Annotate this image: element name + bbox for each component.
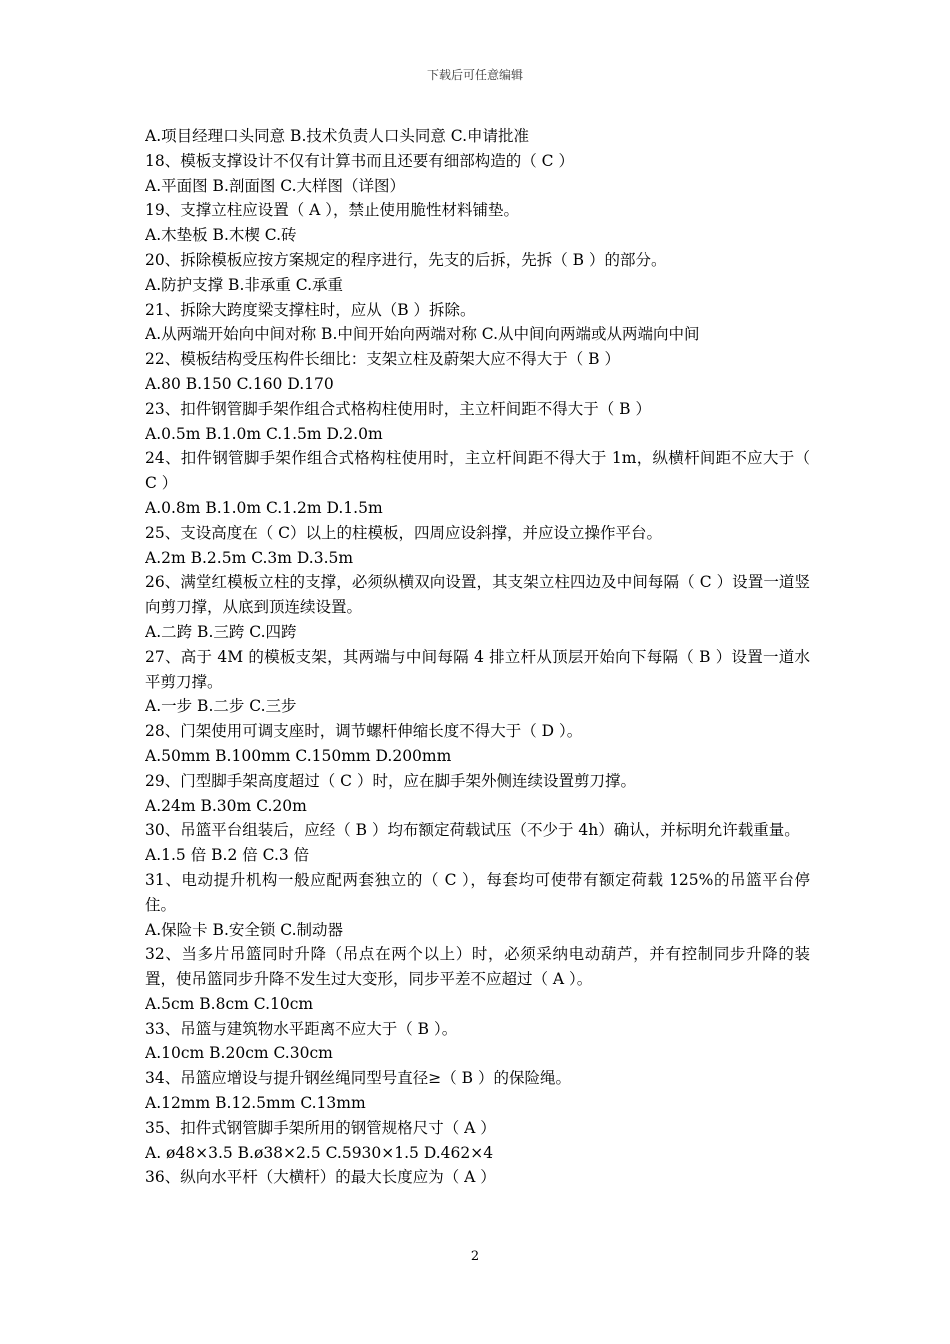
question-23: 23、扣件钢管脚手架作组合式格构柱使用时，主立杆间距不得大于（ B ） [145, 399, 651, 418]
question-18: 18、模板支撑设计不仅有计算书而且还要有细部构造的（ C ） [145, 151, 574, 170]
options-25: A.2m B.2.5m C.3m D.3.5m [145, 548, 354, 567]
page-number: 2 [470, 1249, 480, 1264]
question-25: 25、支设高度在（ C）以上的柱模板，四周应设斜撑，并应设立操作平台。 [145, 523, 663, 542]
question-22: 22、模板结构受压构件长细比：支架立柱及蔚架大应不得大于（ B ） [145, 350, 620, 369]
options-28: A.50mm B.100mm C.150mm D.200mm [145, 746, 452, 765]
question-20: 20、拆除模板应按方案规定的程序进行，先支的后拆，先拆（ B ）的部分。 [145, 250, 667, 269]
question-27: 27、高于 4M 的模板支架，其两端与中间每隔 4 排立杆从顶层开始向下每隔（ B ）设置一道水平剪刀撑。 [145, 647, 810, 691]
question-35: 35、扣件式钢管脚手架所用的钢管规格尺寸（ A ） [145, 1118, 496, 1137]
document-body [145, 124, 810, 1190]
question-26: 26、满堂红模板立柱的支撑，必须纵横双向设置，其支架立柱四边及中间每隔（ C ）设置一道竖向剪刀撑，从底到顶连续设置。 [145, 573, 810, 617]
options-22: A.80 B.150 C.160 D.170 [145, 374, 334, 393]
options-32: A.5cm B.8cm C.10cm [145, 994, 314, 1013]
options-21: A.从两端开始向中间对称 B.中间开始向两端对称 C.从中间向两端或从两端向中间 [145, 325, 700, 344]
options-30: A.1.5 倍 B.2 倍 C.3 倍 [145, 846, 310, 865]
question-24: 24、扣件钢管脚手架作组合式格构柱使用时，主立杆间距不得大于 1m，纵横杆间距不应大于（ C ） [145, 449, 810, 493]
question-29: 29、门型脚手架高度超过（ C ）时，应在脚手架外侧连续设置剪刀撑。 [145, 771, 636, 790]
options-24: A.0.8m B.1.0m C.1.2m D.1.5m [145, 498, 383, 517]
question-28: 28、门架使用可调支座时，调节螺杆伸缩长度不得大于（ D ）。 [145, 722, 583, 741]
options-33: A.10cm B.20cm C.30cm [145, 1044, 333, 1063]
options-19: A.木垫板 B.木楔 C.砖 [145, 226, 297, 245]
question-34: 34、吊篮应增设与提升钢丝绳同型号直径≥（ B ）的保险绳。 [145, 1069, 571, 1088]
page-header: 下载后可任意编辑 [426, 68, 523, 82]
options-29: A.24m B.30m C.20m [145, 796, 307, 815]
question-32: 32、当多片吊篮同时升降（吊点在两个以上）时，必须采纳电动葫芦，并有控制同步升降的装置，使吊篮同步升降不发生过大变形，同步平差不应超过（ A ）。 [145, 945, 810, 989]
options-35: A. ø48×3.5 B.ø38×2.5 C.5930×1.5 D.462×4 [145, 1143, 494, 1162]
question-33: 33、吊篮与建筑物水平距离不应大于（ B ）。 [145, 1019, 458, 1038]
options-34: A.12mm B.12.5mm C.13mm [145, 1094, 366, 1113]
options-18: A.平面图 B.剖面图 C.大样图（详图） [145, 176, 406, 195]
options-20: A.防护支撑 B.非承重 C.承重 [145, 275, 344, 294]
question-30: 30、吊篮平台组装后，应经（ B ）均布额定荷载试压（不少于 4h）确认，并标明允许载重量。 [145, 821, 800, 840]
question-21: 21、拆除大跨度梁支撑柱时，应从（B ）拆除。 [145, 300, 476, 319]
question-31: 31、电动提升机构一般应配两套独立的（ C ），每套均可使带有额定荷载 125%的吊篮平台停住。 [145, 870, 810, 914]
question-19: 19、支撑立柱应设置（ A ），禁止使用脆性材料铺垫。 [145, 201, 520, 220]
options-31: A.保险卡 B.安全锁 C.制动器 [145, 920, 344, 939]
options-26: A.二跨 B.三跨 C.四跨 [145, 622, 297, 641]
options-23: A.0.5m B.1.0m C.1.5m D.2.0m [145, 424, 383, 443]
text-line: A.项目经理口头同意 B.技术负责人口头同意 C.申请批准 [145, 127, 530, 145]
options-27: A.一步 B.二步 C.三步 [145, 697, 297, 716]
question-36: 36、纵向水平杆（大横杆）的最大长度应为（ A ） [145, 1168, 496, 1187]
